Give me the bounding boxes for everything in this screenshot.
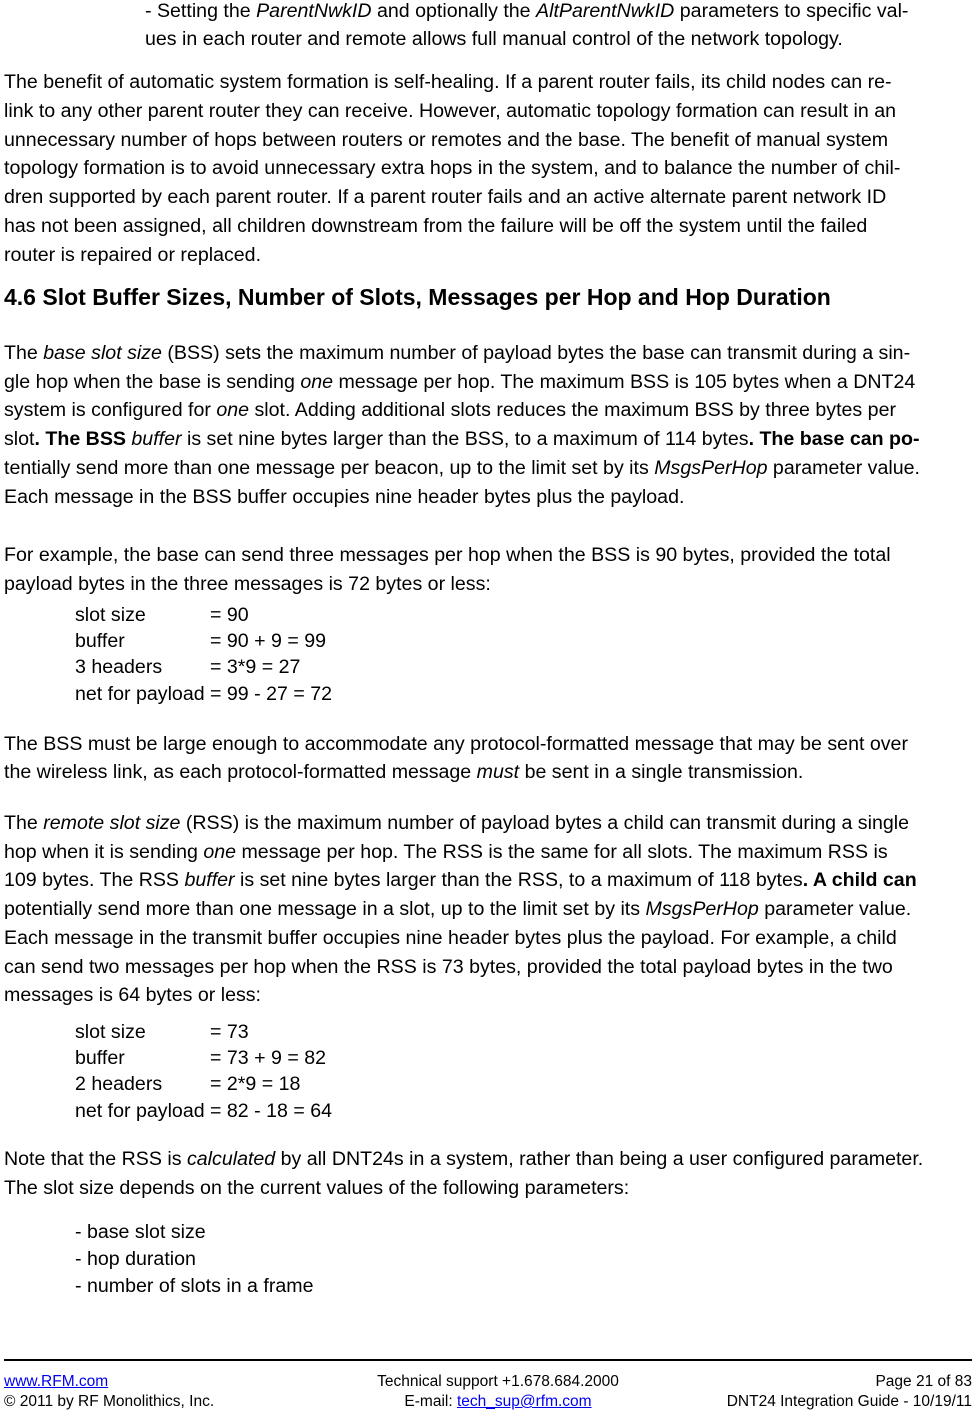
term: buffer bbox=[131, 428, 182, 450]
text-run: (BSS) sets the maximum number of payload bytes the base can transmit during a sin- bbox=[161, 342, 911, 364]
calc-row bbox=[75, 1045, 332, 1071]
page-number: Page 21 of 83 bbox=[875, 1373, 972, 1390]
term: buffer bbox=[184, 869, 235, 891]
text-run: parameter value. bbox=[767, 457, 920, 479]
para-line bbox=[4, 895, 911, 924]
section-heading: 4.6 Slot Buffer Sizes, Number of Slots, Messages per Hop and Hop Duration bbox=[4, 284, 831, 310]
para-line bbox=[4, 866, 917, 895]
term: must bbox=[476, 761, 520, 783]
email-link[interactable]: tech_sup@rfm.com bbox=[456, 1393, 592, 1410]
paragraph-self-healing: The benefit of automatic system formation is self-healing. If a parent router fails, its child nodes can re- link to any other parent router they can receive. However, automatic topology formation can result in an unnecessary number of hops between routers or remotes and the base. The benefit of manual system topology formation is to avoid unnecessary extra hops in the system, and to balance the number of chil- dren supported by each parent router. If a parent router fails and an active alternate parent network ID has not been assigned, all children downstream from the failure will be off the system until the failed router is repaired or replaced. bbox=[4, 71, 901, 266]
bullet-line-2: ues in each router and remote allows full manual control of the network topology. bbox=[145, 28, 843, 50]
para-line bbox=[4, 838, 888, 867]
param-name: MsgsPerHop bbox=[645, 898, 759, 920]
calc-label: buffer bbox=[75, 630, 125, 653]
para-line: Each message in the BSS buffer occupies nine header bytes plus the payload. bbox=[4, 486, 685, 508]
text-run: . A child can bbox=[802, 869, 917, 891]
text-run: be sent in a single transmission. bbox=[519, 761, 804, 783]
calc-label: net for payload bbox=[75, 1099, 205, 1122]
website-link[interactable]: www.RFM.com bbox=[4, 1373, 109, 1390]
bullet-parent-nwk-id bbox=[145, 0, 908, 26]
text-run: (RSS) is the maximum number of payload bytes a child can transmit during a single bbox=[180, 812, 909, 834]
text-run: hop when it is sending bbox=[4, 841, 204, 863]
list-item: - base slot size bbox=[75, 1221, 206, 1243]
calc-value: = 2*9 = 18 bbox=[210, 1073, 301, 1096]
text-run: potentially send more than one message in a slot, up to the limit set by its bbox=[4, 898, 646, 920]
para-line bbox=[4, 425, 920, 454]
calc-row bbox=[75, 1071, 332, 1097]
text-run: 109 bytes. The RSS bbox=[4, 869, 185, 891]
text-run: is set nine bytes larger than the BSS, to a maximum of 114 bytes bbox=[181, 428, 749, 450]
calc-label: 3 headers bbox=[75, 656, 163, 679]
calc-value: = 99 - 27 = 72 bbox=[210, 682, 333, 705]
text-run: message per hop. The RSS is the same for all slots. The maximum RSS is bbox=[236, 841, 888, 863]
text-run: gle hop when the base is sending bbox=[4, 371, 301, 393]
calc-value: = 3*9 = 27 bbox=[210, 656, 301, 679]
term: calculated bbox=[186, 1148, 276, 1170]
calc-row bbox=[75, 628, 332, 654]
calc-label: slot size bbox=[75, 1021, 146, 1043]
calc-row bbox=[75, 602, 332, 628]
para-line: messages is 64 bytes or less: bbox=[4, 984, 262, 1006]
calc-value: = 73 bbox=[210, 1021, 249, 1043]
term: one bbox=[300, 371, 334, 393]
calc-value: = 73 + 9 = 82 bbox=[210, 1047, 327, 1070]
para-line: can send two messages per hop when the RSS is 73 bytes, provided the total payload bytes in the two bbox=[4, 956, 893, 978]
text-run: . The BSS bbox=[34, 428, 132, 450]
text-run: by all DNT24s in a system, rather than being a user configured parameter. bbox=[275, 1148, 924, 1170]
text-run: is set nine bytes larger than the RSS, to a maximum of 118 bytes bbox=[234, 869, 803, 891]
term: remote slot size bbox=[43, 812, 181, 834]
text-run: parameters to specific val- bbox=[674, 0, 909, 22]
calc-label: net for payload bbox=[75, 682, 205, 705]
text-run: system is configured for bbox=[4, 399, 217, 421]
email-label: E-mail: bbox=[404, 1393, 457, 1410]
param-name: AltParentNwkID bbox=[536, 0, 675, 22]
para-line: The BSS must be large enough to accommodate any protocol-formatted message that may be sent over bbox=[4, 733, 908, 755]
calc-row bbox=[75, 1098, 332, 1124]
footer-rule bbox=[4, 1359, 972, 1361]
calc-block-base bbox=[75, 602, 332, 707]
calc-row bbox=[75, 681, 332, 707]
list-item: - hop duration bbox=[75, 1248, 196, 1270]
para-line bbox=[4, 368, 915, 397]
text-run: The bbox=[4, 812, 44, 834]
calc-label: buffer bbox=[75, 1047, 125, 1070]
para-line: The slot size depends on the current values of the following parameters: bbox=[4, 1177, 630, 1199]
text-run: parameter value. bbox=[758, 898, 912, 920]
text-run: the wireless link, as each protocol-formatted message bbox=[4, 761, 477, 783]
calc-block-remote bbox=[75, 1019, 332, 1124]
para-line bbox=[4, 454, 920, 483]
term: one bbox=[203, 841, 237, 863]
text-run: tentially send more than one message per beacon, up to the limit set by its bbox=[4, 457, 655, 479]
copyright: © 2011 by RF Monolithics, Inc. bbox=[4, 1393, 215, 1410]
calc-label: slot size bbox=[75, 604, 146, 626]
text-run: Note that the RSS is bbox=[4, 1148, 187, 1170]
calc-value: = 90 bbox=[210, 604, 249, 626]
support-phone: Technical support +1.678.684.2000 bbox=[377, 1373, 619, 1390]
para-line bbox=[4, 396, 896, 425]
text-run: The bbox=[4, 342, 44, 364]
calc-row bbox=[75, 654, 332, 680]
para-line bbox=[4, 809, 909, 838]
support-email-line bbox=[278, 1392, 718, 1412]
calc-label: 2 headers bbox=[75, 1073, 163, 1096]
list-item: - number of slots in a frame bbox=[75, 1275, 314, 1297]
para-line bbox=[4, 339, 910, 368]
para-line bbox=[4, 758, 803, 787]
text-run: - Setting the bbox=[145, 0, 257, 22]
term: one bbox=[216, 399, 250, 421]
term: base slot size bbox=[43, 342, 162, 364]
calc-row bbox=[75, 1019, 332, 1045]
text-run: slot bbox=[4, 428, 35, 450]
para-line bbox=[4, 1145, 923, 1174]
para-line: Each message in the transmit buffer occupies nine header bytes plus the payload. For example, a child bbox=[4, 927, 897, 949]
calc-value: = 90 + 9 = 99 bbox=[210, 630, 327, 653]
text-run: message per hop. The maximum BSS is 105 bytes when a DNT24 bbox=[333, 371, 916, 393]
text-run: . The base can po- bbox=[748, 428, 920, 450]
param-name: ParentNwkID bbox=[256, 0, 372, 22]
text-run: and optionally the bbox=[371, 0, 537, 22]
text-run: slot. Adding additional slots reduces the maximum BSS by three bytes per bbox=[249, 399, 896, 421]
guide-title: DNT24 Integration Guide - 10/19/11 bbox=[726, 1393, 972, 1410]
param-name: MsgsPerHop bbox=[654, 457, 768, 479]
calc-value: = 82 - 18 = 64 bbox=[210, 1099, 333, 1122]
paragraph-example-base: For example, the base can send three messages per hop when the BSS is 90 bytes, provided the total payload bytes in the three messages is 72 bytes or less: bbox=[4, 544, 891, 595]
